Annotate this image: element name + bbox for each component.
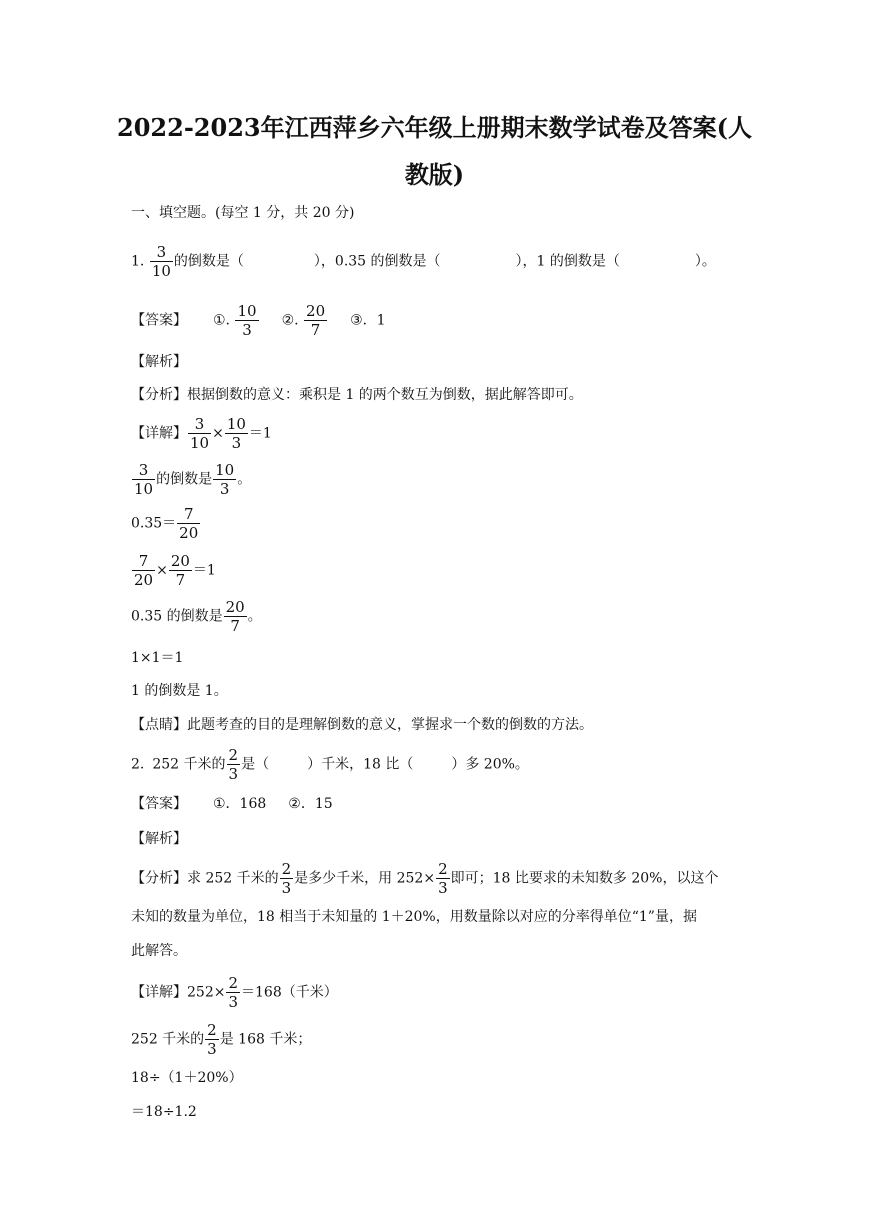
detail-line-4: ＝18÷1.2 (131, 1104, 197, 1120)
analysis-line-1: 【分析】求 252 千米的 $\frac{2}{3}$ 是多少千米，用 252× $\frac{2}{3}$ 即可；18 比要求的未知数多 20%，以这个 (131, 860, 719, 897)
detail-line-3: 18÷（1＋20%） (131, 1070, 243, 1086)
analysis-text: 【分析】根据倒数的意义：乘积是 1 的两个数互为倒数，据此解答即可。 (131, 387, 583, 403)
detail-line-7: 1 的倒数是 1。 (131, 683, 228, 699)
analysis-line-2: 未知的数量为单位，18 相当于未知量的 1＋20%，用数量除以对应的分率得单位“1”量，据 (131, 909, 697, 925)
title-line-2: 教版) (404, 160, 465, 189)
question-1: 1. $\frac{3}{10}$ 的倒数是（ ），0.35 的倒数是（ ），1 的倒数是（ ）。 (131, 243, 716, 280)
detail-line-2: $\frac{3}{10}$ 的倒数是 $\frac{10}{3}$ 。 (134, 461, 252, 498)
fraction: $\frac{10}{3}$ (237, 302, 257, 339)
fraction: $\frac{20}{7}$ (306, 302, 326, 339)
detail-line-4: $\frac{7}{20}$ × $\frac{20}{7}$ ＝1 (134, 552, 216, 589)
answer-2: 【答案】 ①．168 ②．15 (131, 796, 333, 812)
fraction: $\frac{3}{10}$ (151, 243, 171, 280)
title-line-1: 2022-2023年江西萍乡六年级上册期末数学试卷及答案(人 (117, 113, 752, 142)
analysis-label: 【解析】 (131, 831, 187, 847)
detail-line-1: 【详解】252× $\frac{2}{3}$ ＝168（千米） (131, 974, 338, 1011)
dianjing-text: 【点睛】此题考查的目的是理解倒数的意义，掌握求一个数的倒数的方法。 (131, 717, 593, 733)
detail-line-3: 0.35＝ $\frac{7}{20}$ (131, 505, 199, 542)
section-heading: 一、填空题。(每空 1 分，共 20 分) (131, 205, 355, 221)
analysis-line-3: 此解答。 (131, 943, 187, 959)
detail-line-1: 【详解】 $\frac{3}{10}$ × $\frac{10}{3}$ ＝1 (131, 415, 272, 452)
detail-line-5: 0.35 的倒数是 $\frac{20}{7}$ 。 (131, 598, 262, 635)
detail-line-6: 1×1＝1 (131, 650, 184, 666)
analysis-label: 【解析】 (131, 354, 187, 370)
detail-line-2: 252 千米的 $\frac{2}{3}$ 是 168 千米； (131, 1021, 312, 1058)
answer-1: 【答案】 ①. $\frac{10}{3}$ ②. $\frac{20}{7}$ ③．1 (131, 302, 386, 339)
question-number: 1. (131, 253, 145, 270)
question-2: 2. 252 千米的 $\frac{2}{3}$ 是（ ）千米，18 比（ ）多 20%。 (131, 746, 529, 783)
